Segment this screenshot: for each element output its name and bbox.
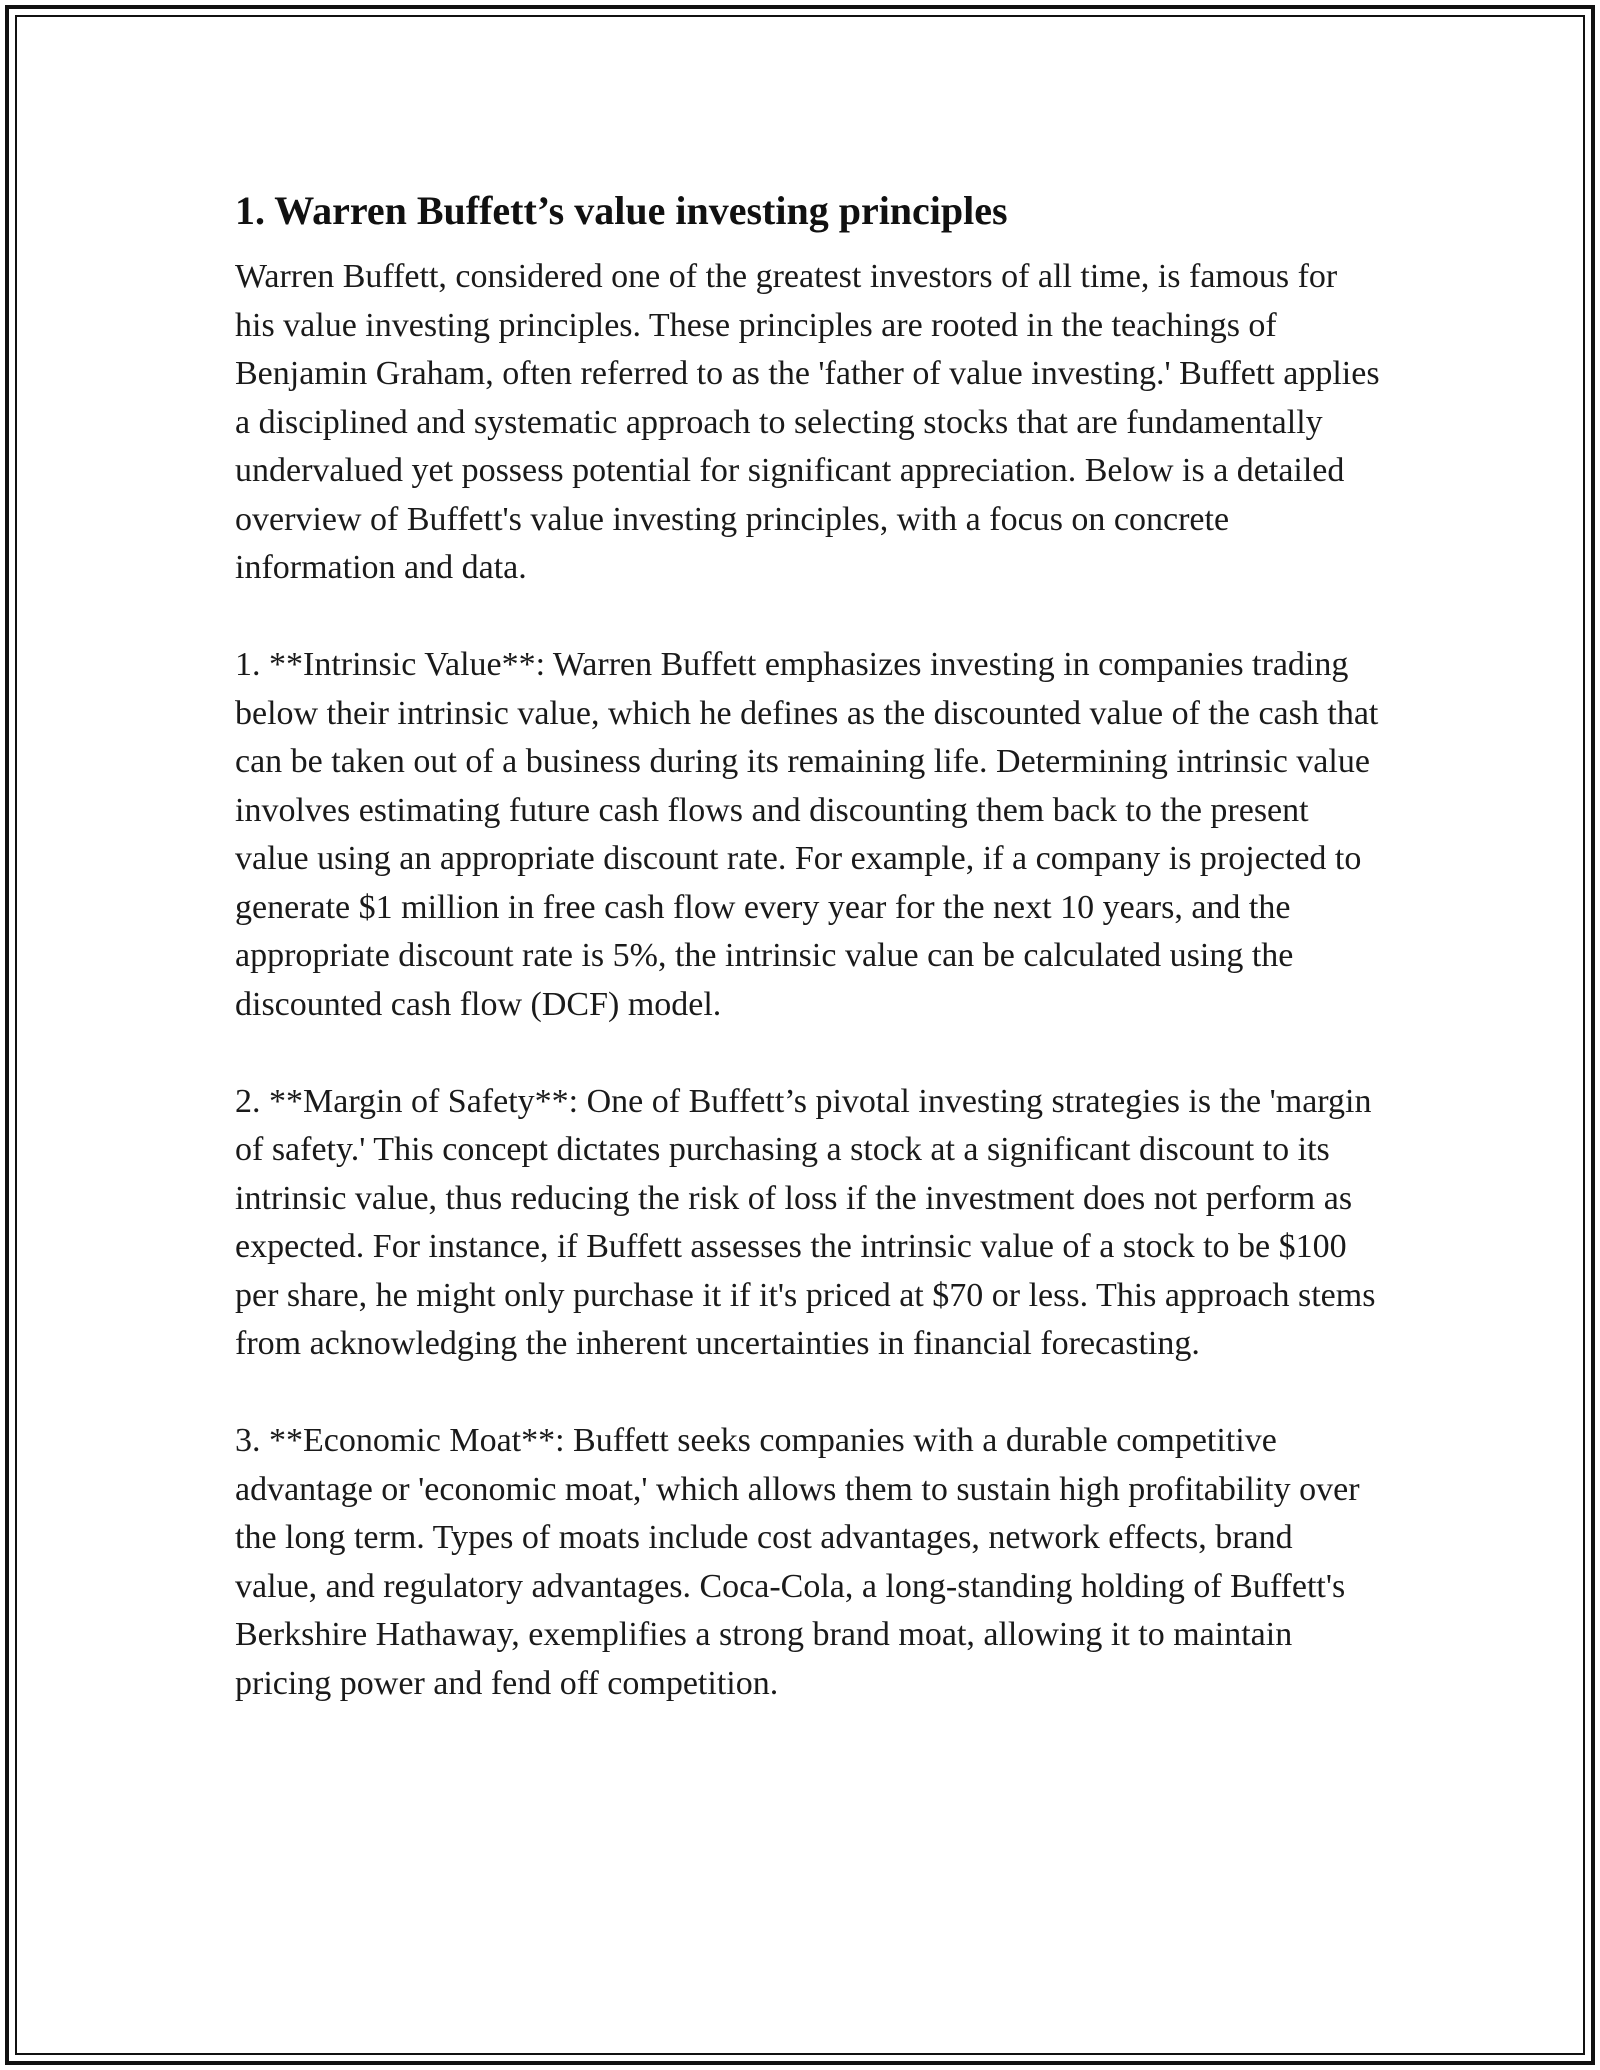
- margin-of-safety-paragraph: 2. **Margin of Safety**: One of Buffett’s pivotal investing strategies is the 'margin of safety.' This concept dictates purchasing a stock at a significant discount to its intrinsic value, thus reducing the risk of loss if the investment does not perform as expected. For instance, if Buffett assesses the intrinsic value of a stock to be $100 per share, he might only purchase it if it's priced at $70 or less. This approach stems from acknowledging the inherent uncertainties in financial forecasting.: [235, 1082, 1376, 1362]
- document-body: [235, 183, 1380, 1757]
- section-heading: 1. Warren Buffett’s value investing principles: [235, 188, 1008, 233]
- intro-paragraph: Warren Buffett, considered one of the greatest investors of all time, is famous for his value investing principles. These principles are rooted in the teachings of Benjamin Graham, often referred to as the 'father of value investing.' Buffett applies a disciplined and systematic approach to selecting stocks that are fundamentally undervalued yet possess potential for significant appreciation. Below is a detailed overview of Buffett's value investing principles, with a focus on concrete information and data.: [235, 258, 1380, 586]
- intrinsic-value-paragraph: 1. **Intrinsic Value**: Warren Buffett emphasizes investing in companies trading below their intrinsic value, which he defines as the discounted value of the cash that can be taken out of a business during its remaining life. Determining intrinsic value involves estimating future cash flows and discounting them back to the present value using an appropriate discount rate. For example, if a company is projected to generate $1 million in free cash flow every year for the next 10 years, and the appropriate discount rate is 5%, the intrinsic value can be calculated using the discounted cash flow (DCF) model.: [235, 646, 1379, 1023]
- economic-moat-paragraph: 3. **Economic Moat**: Buffett seeks companies with a durable competitive advantage or 'economic moat,' which allows them to sustain high profitability over the long term. Types of moats include cost advantages, network effects, brand value, and regulatory advantages. Coca-Cola, a long-standing holding of Buffett's Berkshire Hathaway, exemplifies a strong brand moat, allowing it to maintain pricing power and fend off competition.: [235, 1422, 1360, 1702]
